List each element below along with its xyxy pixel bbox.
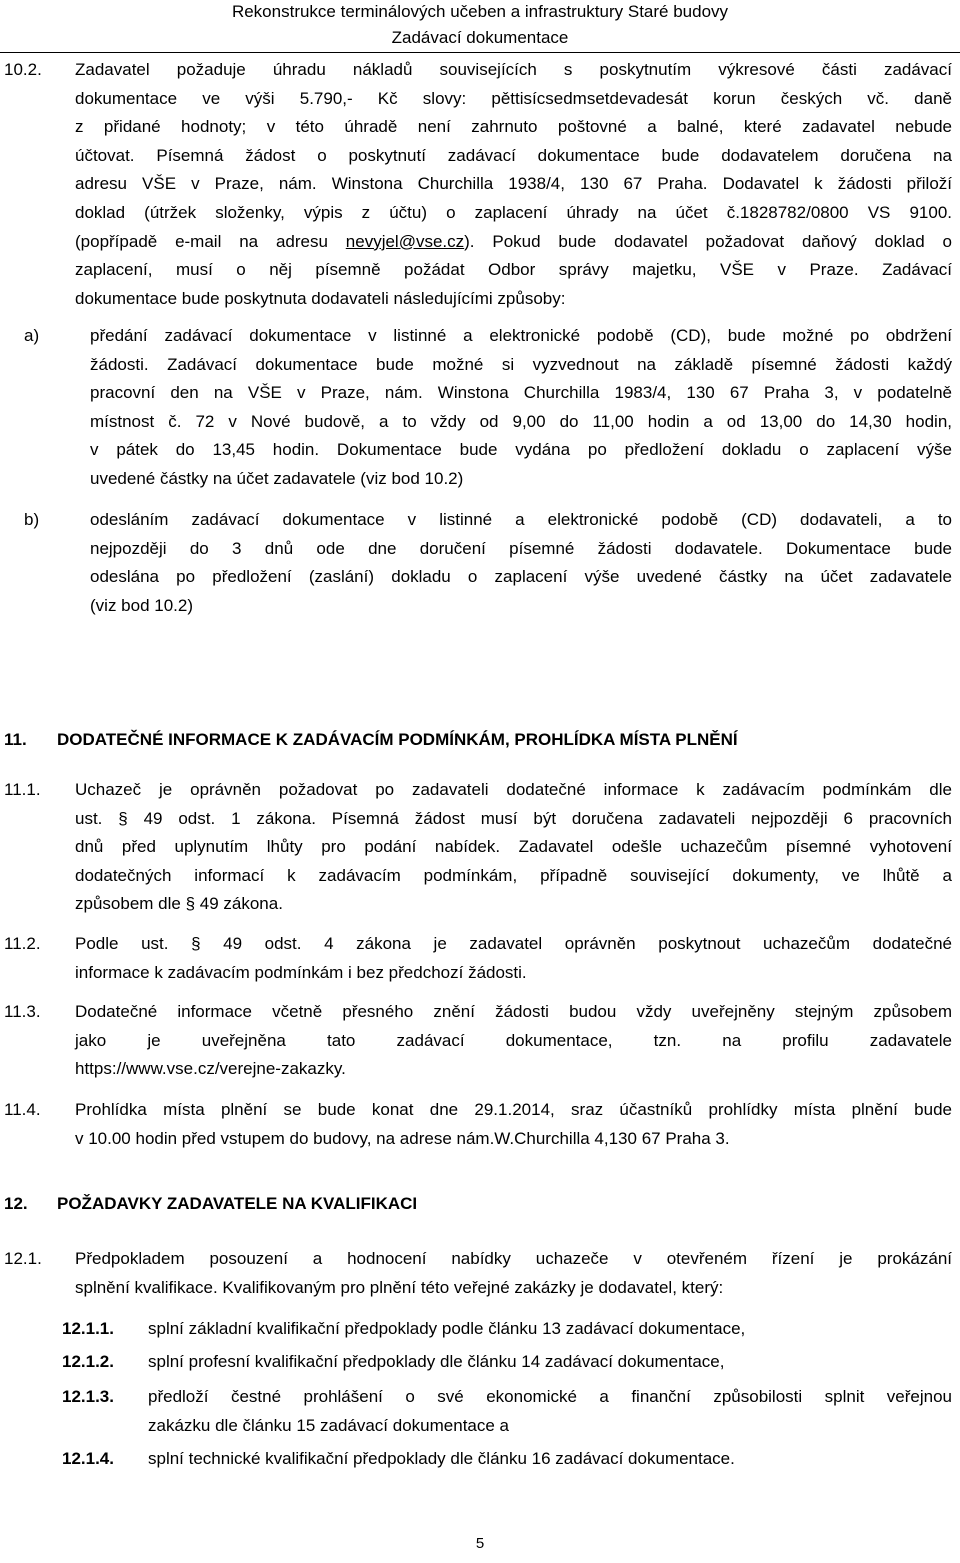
paragraph-10-2 xyxy=(75,56,952,313)
section-number-11-1: 11.1. xyxy=(4,780,41,799)
paragraph-11-3 xyxy=(75,998,952,1084)
paragraph-12-1-4: splní technické kvalifikační předpoklady dle článku 16 zadávací dokumentace. xyxy=(148,1449,735,1468)
paragraph-12-1-3 xyxy=(148,1383,952,1440)
paragraph-12-1 xyxy=(75,1245,952,1302)
section-number-12-1-4: 12.1.4. xyxy=(62,1449,114,1468)
paragraph-line: nejpozději do 3 dnů ode dne doručení písemné žádosti dodavatele. Dokumentace bude xyxy=(90,538,952,558)
section-heading-11: DODATEČNÉ INFORMACE K ZADÁVACÍM PODMÍNKÁM, PROHLÍDKA MÍSTA PLNĚNÍ xyxy=(57,730,738,749)
section-number-10-2: 10.2. xyxy=(4,60,42,79)
paragraph-line: v 10.00 hodin před vstupem do budovy, na adrese nám.W.Churchilla 4,130 67 Praha 3. xyxy=(75,1128,730,1148)
header-subtitle: Zadávací dokumentace xyxy=(391,28,569,47)
paragraph-line: doklad (útržek složenky, výpis z účtu) o zaplacení úhrady na účet č.1828782/0800 VS 9100. xyxy=(75,202,952,222)
paragraph-line: dokumentace ve výši 5.790,- Kč slovy: pěttisícsedmsetdevadesát korun českých vč. daně xyxy=(75,88,952,108)
paragraph-line: Prohlídka místa plnění se bude konat dne 29.1.2014, sraz účastníků prohlídky místa plnění bude xyxy=(75,1100,952,1119)
paragraph-line: jako je uveřejněna tato zadávací dokumentace, tzn. na profilu zadavatele xyxy=(75,1030,952,1050)
section-number-12: 12. xyxy=(4,1194,28,1213)
section-heading-12: POŽADAVKY ZADAVATELE NA KVALIFIKACI xyxy=(57,1194,418,1213)
section-number-11-4: 11.4. xyxy=(4,1100,41,1119)
paragraph-line: Podle ust. § 49 odst. 4 zákona je zadavatel oprávněn poskytnout uchazečům dodatečné xyxy=(75,934,952,953)
section-number-12-1-1: 12.1.1. xyxy=(62,1319,114,1338)
paragraph-line: https://www.vse.cz/verejne-zakazky. xyxy=(75,1059,346,1079)
list-item-b xyxy=(90,506,952,620)
paragraph-line: informace k zadávacím podmínkám i bez předchozí žádosti. xyxy=(75,962,527,982)
paragraph-11-2 xyxy=(75,930,952,987)
paragraph-line: odeslána po předložení (zaslání) dokladu o zaplacení výše uvedené částky na účet zadavatele xyxy=(90,567,952,587)
paragraph-line: Zadavatel požaduje úhradu nákladů souvisejících s poskytnutím výkresové části zadávací xyxy=(75,60,952,79)
paragraph-line: pracovní den na VŠE v Praze, nám. Winstona Churchilla 1983/4, 130 67 Praha 3, v podatelně xyxy=(90,383,952,403)
paragraph-line: splnění kvalifikace. Kvalifikovaným pro plnění této veřejné zakázky je dodavatel, který: xyxy=(75,1277,724,1297)
section-number-11-2: 11.2. xyxy=(4,934,41,953)
paragraph-line: zaplacení, musí o něj písemně požádat Odbor správy majetku, VŠE v Praze. Zadávací xyxy=(75,260,952,280)
section-number-12-1-3: 12.1.3. xyxy=(62,1387,114,1406)
paragraph-line: adresu VŠE v Praze, nám. Winstona Churchilla 1938/4, 130 67 Praha. Dodavatel k žádosti přiloží xyxy=(75,174,952,194)
header-divider xyxy=(0,52,960,53)
paragraph-line: žádosti. Zadávací dokumentace bude možné si vyzvednout na základě písemné žádosti každý xyxy=(90,354,952,374)
paragraph-line: dnů před uplynutím lhůty pro podání nabídek. Zadavatel odešle uchazečům písemné vyhotovení xyxy=(75,837,952,857)
paragraph-line: v pátek do 13,45 hodin. Dokumentace bude vydána po předložení dokladu o zaplacení výše xyxy=(90,440,952,460)
list-label-a: a) xyxy=(24,326,40,345)
section-number-11-3: 11.3. xyxy=(4,1002,41,1021)
paragraph-line: uvedené částky na účet zadavatele (viz bod 10.2) xyxy=(90,468,464,488)
paragraph-12-1-1: splní základní kvalifikační předpoklady podle článku 13 zadávací dokumentace, xyxy=(148,1319,746,1338)
paragraph-line: účtovat. Písemná žádost o poskytnutí zadávací dokumentace bude dodavatelem doručena na xyxy=(75,145,952,165)
section-number-12-1-2: 12.1.2. xyxy=(62,1352,114,1371)
paragraph-line: předání zadávací dokumentace v listinné a elektronické podobě (CD), bude možné po obdržení xyxy=(90,326,952,345)
text-fragment: ). Pokud bude dodavatel požadovat daňový doklad o xyxy=(464,231,952,251)
paragraph-line: z přidané hodnoty; v této úhradě není zahrnuto poštovné a balné, které zadavatel nebude xyxy=(75,117,952,137)
paragraph-line: Uchazeč je oprávněn požadovat po zadavateli dodatečné informace k zadávacím podmínkám dle xyxy=(75,780,952,799)
paragraph-line: Předpokladem posouzení a hodnocení nabídky uchazeče v otevřeném řízení je prokázání xyxy=(75,1249,952,1268)
paragraph-line xyxy=(75,228,952,257)
paragraph-line: předloží čestné prohlášení o své ekonomické a finanční způsobilosti splnit veřejnou xyxy=(148,1387,952,1406)
paragraph-line: Dodatečné informace včetně přesného znění žádosti budou vždy uveřejněny stejným způsobem xyxy=(75,1002,952,1021)
paragraph-line: ust. § 49 odst. 1 zákona. Písemná žádost musí být doručena zadavateli nejpozději 6 pracovních xyxy=(75,808,952,828)
paragraph-line: dokumentace bude poskytnuta dodavateli následujícími způsoby: xyxy=(75,288,566,308)
text-fragment: (popřípadě e-mail na adresu xyxy=(75,231,346,251)
section-number-11: 11. xyxy=(4,730,27,749)
paragraph-11-4 xyxy=(75,1096,952,1153)
list-label-b: b) xyxy=(24,510,40,529)
email-link[interactable]: nevyjel@vse.cz xyxy=(345,231,465,251)
paragraph-line: způsobem dle § 49 zákona. xyxy=(75,894,283,914)
paragraph-line: dodatečných informací k zadávacím podmínkám, případně související dokumenty, ve lhůtě a xyxy=(75,865,952,885)
header-title: Rekonstrukce terminálových učeben a infrastruktury Staré budovy xyxy=(231,2,729,21)
paragraph-line: (viz bod 10.2) xyxy=(90,595,193,615)
list-item-a xyxy=(90,322,952,494)
paragraph-11-1 xyxy=(75,776,952,919)
paragraph-line: místnost č. 72 v Nové budově, a to vždy od 9,00 do 11,00 hodin a od 13,00 do 14,30 hodin, xyxy=(90,411,952,431)
page-number: 5 xyxy=(475,1535,485,1552)
paragraph-12-1-2: splní profesní kvalifikační předpoklady dle článku 14 zadávací dokumentace, xyxy=(148,1352,725,1371)
section-number-12-1: 12.1. xyxy=(4,1249,42,1268)
paragraph-line: odesláním zadávací dokumentace v listinné a elektronické podobě (CD) dodavateli, a to xyxy=(90,510,952,529)
paragraph-line: zakázku dle článku 15 zadávací dokumentace a xyxy=(148,1415,510,1435)
